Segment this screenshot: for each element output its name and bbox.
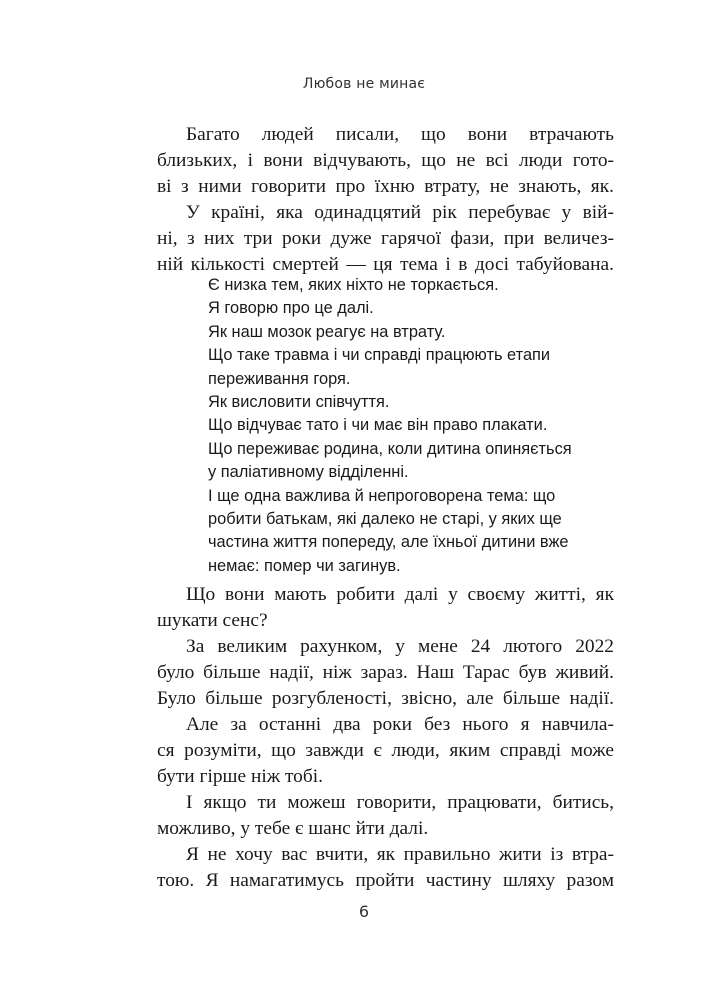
text-line: Я не хочу вас вчити, як правильно жити із втра- [186, 844, 614, 865]
text-line: Було більше розгубленості, звісно, але більше надії. [157, 688, 614, 709]
body-text-bottom [157, 582, 614, 894]
text-line: ній кількості смертей — ця тема і в досі табуйована. [157, 254, 614, 275]
text-line: було більше надії, ніж зараз. Наш Тарас був живий. [157, 662, 614, 683]
quote-line: Я говорю про це далі. [208, 299, 374, 318]
quote-line: у паліативному відділенні. [208, 463, 409, 482]
quote-line: частина життя попереду, але їхньої дитини вже [208, 533, 569, 552]
text-line: ся розуміти, що завжди є люди, яким справді може [157, 740, 614, 761]
text-line: Що вони мають робити далі у своєму житті, як [186, 584, 614, 605]
quote-line: Як наш мозок реагує на втрату. [208, 322, 446, 341]
text-line: ві з ними говорити про їхню втрату, не знають, як. [157, 176, 614, 197]
text-line: Але за останні два роки без нього я навчила- [186, 714, 614, 735]
quote-line: Є низка тем, яких ніхто не торкається. [208, 276, 499, 294]
quote-line: переживання горя. [208, 369, 351, 388]
text-line: бути гірше ніж тобі. [157, 766, 323, 787]
quote-line: І ще одна важлива й непроговорена тема: що [208, 486, 556, 505]
text-line: І якщо ти можеш говорити, працювати, битись, [186, 792, 614, 813]
text-line: Багато людей писали, що вони втрачають [186, 124, 614, 145]
quote-line: Що таке травма і чи справді працюють етапи [208, 346, 551, 365]
text-line: тою. Я намагатимусь пройти частину шляху разом [157, 870, 614, 891]
quote-list [208, 274, 608, 578]
quote-line: немає: помер чи загинув. [208, 556, 401, 575]
text-line: За великим рахунком, у мене 24 лютого 2022 [186, 636, 614, 657]
text-line: близьких, і вони відчувають, що не всі люди гото- [157, 150, 614, 171]
text-line: шукати сенс? [157, 610, 268, 631]
quote-line: Як висловити співчуття. [208, 392, 390, 411]
text-line: можливо, у тебе є шанс йти далі. [157, 818, 429, 839]
running-head: Любов не минає [302, 76, 426, 92]
quote-line: робити батькам, які далеко не старі, у яких ще [208, 509, 562, 528]
body-text-top [157, 122, 614, 278]
text-line: У країні, яка одинадцятий рік перебуває у вій- [186, 202, 614, 223]
page-number: 6 [358, 902, 370, 921]
text-line: ні, з них три роки дуже гарячої фази, при величез- [157, 228, 614, 249]
quote-line: Що переживає родина, коли дитина опиняється [208, 439, 572, 458]
quote-line: Що відчуває тато і чи має він право плакати. [208, 416, 548, 435]
